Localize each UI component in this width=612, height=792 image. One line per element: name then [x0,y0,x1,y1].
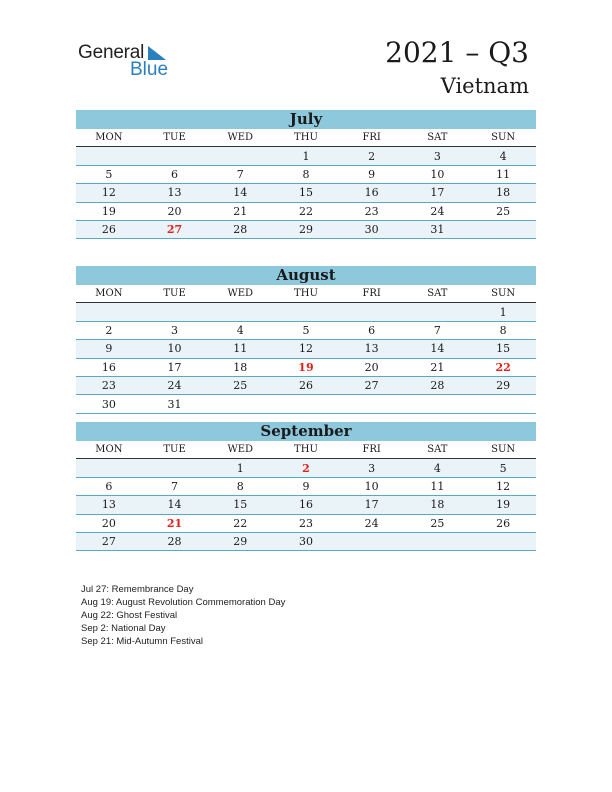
day-cell: 1 [302,149,310,163]
day-cell: 28 [167,535,182,549]
day-cell: 3 [171,323,179,337]
day-cell: 21 [166,516,183,530]
day-cell: 20 [364,360,379,374]
weekday-label: TUE [163,288,186,300]
day-cell: 12 [101,186,116,200]
day-cell [405,303,471,321]
weekday-label: FRI [362,288,381,300]
logo [78,42,178,78]
week-row [76,358,536,376]
day-cell: 7 [171,479,179,493]
day-cell: 9 [105,342,113,356]
weekday-label: THU [294,444,318,456]
day-cell: 29 [298,223,313,237]
day-cell: 6 [171,167,179,181]
month-title: September [76,422,536,441]
day-cell: 25 [233,379,248,393]
day-cell [207,395,273,413]
day-cell: 16 [364,186,379,200]
day-cell: 12 [496,479,511,493]
week-row [76,184,536,202]
day-cell: 2 [368,149,376,163]
day-cell: 29 [496,379,511,393]
day-cell: 27 [101,535,116,549]
day-cell: 13 [167,186,182,200]
logo-text-general: General [78,42,145,63]
day-cell: 17 [364,498,379,512]
weekday-label: TUE [163,132,186,144]
day-cell: 31 [430,223,445,237]
day-cell: 18 [496,186,511,200]
week-row [76,321,536,339]
day-cell: 28 [430,379,445,393]
weekday-label: WED [227,444,254,456]
day-cell [273,395,339,413]
week-row [76,477,536,495]
month-grid [76,441,536,551]
day-cell: 6 [368,323,376,337]
day-cell: 1 [499,305,507,319]
day-cell: 26 [101,223,116,237]
weekday-label: WED [227,132,254,144]
day-cell: 26 [496,516,511,530]
week-row [76,303,536,321]
day-cell: 11 [496,167,511,181]
day-cell: 25 [430,516,445,530]
day-cell: 3 [368,461,376,475]
day-cell: 16 [101,360,116,374]
week-row [76,514,536,532]
day-cell [470,395,536,413]
day-cell [76,147,142,165]
week-row [76,376,536,394]
week-row [76,496,536,514]
day-cell: 3 [433,149,441,163]
day-cell: 5 [499,461,507,475]
day-cell: 8 [302,167,310,181]
day-cell: 29 [233,535,248,549]
weekday-label: FRI [362,132,381,144]
day-cell: 17 [430,186,445,200]
day-cell: 6 [105,479,113,493]
day-cell: 10 [167,342,182,356]
day-cell: 30 [364,223,379,237]
day-cell: 4 [433,461,441,475]
holiday-note: Aug 22: Ghost Festival [81,610,178,621]
day-cell: 16 [298,498,313,512]
holiday-notes [81,583,285,648]
weekday-label: FRI [362,444,381,456]
day-cell [76,459,142,477]
week-row [76,395,536,413]
weekday-label: SAT [427,288,448,300]
weekday-label: SUN [491,444,516,456]
weekday-header-row [76,129,536,147]
day-cell: 22 [495,360,511,374]
day-cell: 20 [167,204,182,218]
day-cell: 5 [302,323,310,337]
day-cell: 17 [167,360,182,374]
holiday-note: Sep 21: Mid-Autumn Festival [81,636,203,647]
holiday-note: Sep 2: National Day [81,623,166,634]
holiday-note: Jul 27: Remembrance Day [81,584,194,595]
day-cell: 7 [433,323,441,337]
day-cell: 4 [499,149,507,163]
day-cell: 19 [298,360,314,374]
day-cell: 27 [166,223,183,237]
day-cell: 14 [233,186,248,200]
day-cell [405,532,471,550]
day-cell [142,459,208,477]
day-cell: 9 [368,167,376,181]
week-row [76,202,536,220]
weekday-label: SAT [427,132,448,144]
week-row [76,340,536,358]
day-cell: 11 [430,479,445,493]
day-cell [339,532,405,550]
day-cell: 24 [364,516,379,530]
day-cell: 21 [430,360,445,374]
day-cell: 15 [496,342,511,356]
month-grid [76,129,536,239]
day-cell: 23 [101,379,116,393]
day-cell: 30 [101,397,116,411]
day-cell: 19 [101,204,116,218]
day-cell: 13 [101,498,116,512]
day-cell: 10 [430,167,445,181]
day-cell: 22 [233,516,248,530]
day-cell: 15 [298,186,313,200]
month-title: July [76,110,536,129]
day-cell: 14 [430,342,445,356]
weekday-label: MON [95,288,123,300]
day-cell: 5 [105,167,113,181]
day-cell: 23 [298,516,313,530]
month-july [76,110,536,239]
weekday-label: THU [294,288,318,300]
day-cell: 25 [496,204,511,218]
weekday-header-row [76,285,536,303]
day-cell: 9 [302,479,310,493]
day-cell [207,147,273,165]
day-cell [470,532,536,550]
weekday-label: SUN [491,132,516,144]
day-cell [339,303,405,321]
country-name: Vietnam [440,74,529,98]
week-row [76,147,536,165]
day-cell [142,303,208,321]
month-august [76,266,536,414]
day-cell: 2 [105,323,113,337]
day-cell [470,220,536,238]
weekday-label: THU [294,132,318,144]
day-cell: 15 [233,498,248,512]
day-cell: 14 [167,498,182,512]
day-cell [273,303,339,321]
holiday-note: Aug 19: August Revolution Commemoration Day [81,597,286,608]
day-cell: 31 [167,397,182,411]
logo-text-blue: Blue [130,59,169,80]
weekday-label: SUN [491,288,516,300]
week-row [76,459,536,477]
day-cell: 21 [233,204,248,218]
week-row [76,165,536,183]
day-cell: 19 [496,498,511,512]
weekday-header-row [76,441,536,459]
day-cell [142,147,208,165]
weekday-label: MON [95,444,123,456]
month-september [76,422,536,551]
day-cell: 27 [364,379,379,393]
day-cell: 30 [298,535,313,549]
week-row [76,532,536,550]
day-cell [76,303,142,321]
day-cell: 7 [236,167,244,181]
day-cell: 4 [236,323,244,337]
day-cell: 24 [430,204,445,218]
weekday-label: TUE [163,444,186,456]
month-title: August [76,266,536,285]
day-cell: 2 [302,461,310,475]
day-cell: 22 [298,204,313,218]
weekday-label: WED [227,288,254,300]
day-cell [339,395,405,413]
day-cell: 28 [233,223,248,237]
day-cell [207,303,273,321]
day-cell: 11 [233,342,248,356]
day-cell: 26 [298,379,313,393]
week-row [76,220,536,238]
day-cell: 24 [167,379,182,393]
page-title: 2021 – Q3 [385,36,529,69]
weekday-label: SAT [427,444,448,456]
day-cell: 12 [298,342,313,356]
day-cell: 20 [101,516,116,530]
day-cell: 1 [236,461,244,475]
day-cell: 18 [233,360,248,374]
weekday-label: MON [95,132,123,144]
day-cell: 8 [499,323,507,337]
day-cell: 10 [364,479,379,493]
day-cell [405,395,471,413]
day-cell: 13 [364,342,379,356]
day-cell: 23 [364,204,379,218]
day-cell: 18 [430,498,445,512]
day-cell: 8 [236,479,244,493]
month-grid [76,285,536,414]
